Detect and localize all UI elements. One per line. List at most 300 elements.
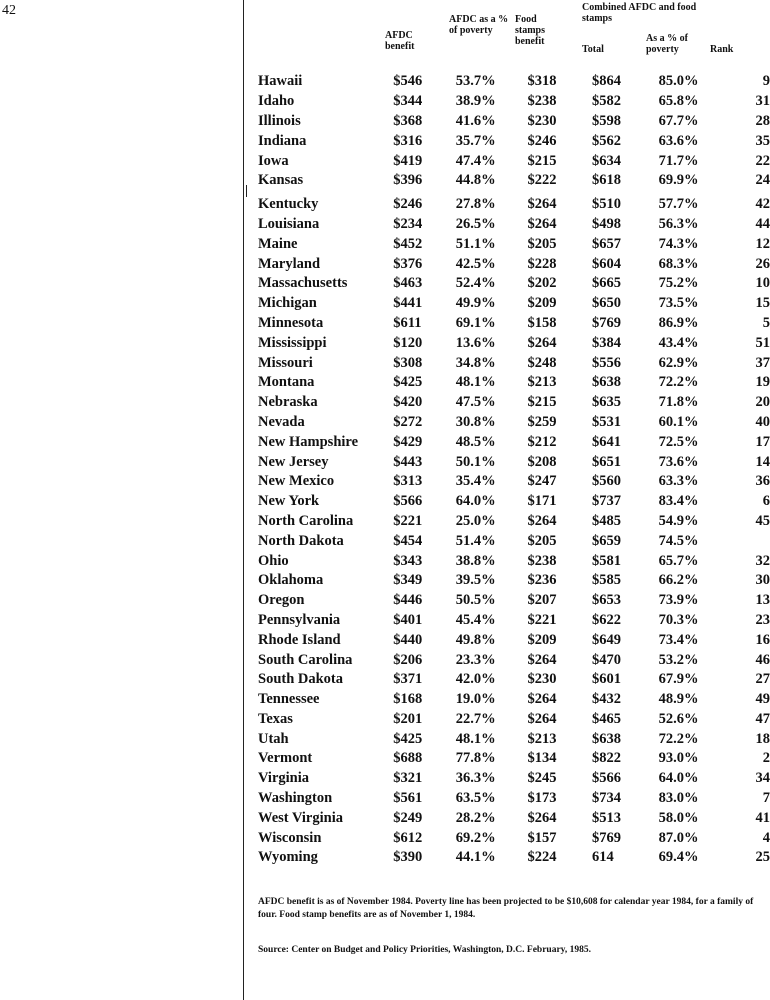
table-row — [258, 333, 770, 353]
combined-pct-poverty-cell: 54.9% — [658, 512, 699, 529]
combined-pct-poverty-cell: 87.0% — [658, 829, 699, 846]
afdc-benefit-cell: $440 — [393, 631, 423, 648]
rank-cell: 34 — [755, 770, 770, 787]
state-cell: Virginia — [258, 770, 310, 787]
afdc-benefit-cell: $206 — [393, 651, 423, 668]
table-row — [258, 151, 770, 171]
table-row — [258, 373, 770, 393]
afdc-pct-poverty-cell: 47.5% — [455, 394, 496, 411]
rank-cell: 47 — [755, 710, 770, 727]
rank-cell: 2 — [762, 750, 770, 767]
afdc-benefit-cell: $249 — [393, 809, 423, 826]
food-stamps-cell: $157 — [527, 829, 557, 846]
state-cell: New Jersey — [258, 453, 329, 470]
state-cell: Hawaii — [258, 73, 303, 90]
afdc-pct-poverty-cell: 26.5% — [455, 215, 496, 232]
afdc-benefit-cell: $308 — [393, 354, 423, 371]
afdc-pct-poverty-cell: 23.3% — [455, 651, 496, 668]
afdc-pct-poverty-cell: 35.7% — [455, 132, 496, 149]
combined-pct-poverty-cell: 62.9% — [658, 354, 699, 371]
state-cell: Maryland — [258, 255, 321, 272]
food-stamps-cell: $230 — [527, 112, 557, 129]
combined-total-cell: $485 — [592, 512, 622, 529]
combined-pct-poverty-cell: 63.6% — [658, 132, 699, 149]
table-row — [258, 112, 770, 132]
state-cell: Missouri — [258, 354, 313, 371]
food-stamps-cell: $202 — [527, 275, 557, 292]
table-row — [258, 828, 770, 848]
combined-total-cell: $769 — [592, 314, 622, 331]
table-row — [258, 413, 770, 433]
food-stamps-cell: $246 — [527, 132, 557, 149]
state-cell: Wyoming — [258, 849, 318, 866]
table-row — [258, 710, 770, 730]
afdc-benefit-cell: $376 — [393, 255, 423, 272]
state-cell: South Dakota — [258, 671, 344, 688]
afdc-benefit-cell: $425 — [393, 730, 423, 747]
combined-total-cell: $638 — [592, 730, 622, 747]
afdc-pct-poverty-cell: 25.0% — [455, 512, 496, 529]
food-stamps-cell: $230 — [527, 671, 557, 688]
combined-total-cell: $659 — [592, 532, 622, 549]
state-cell: Michigan — [258, 295, 317, 312]
food-stamps-cell: $224 — [527, 849, 557, 866]
food-stamps-cell: $264 — [527, 215, 557, 232]
header-rank: Rank — [710, 44, 734, 55]
afdc-pct-poverty-cell: 48.1% — [455, 374, 496, 391]
table-row — [258, 492, 770, 512]
combined-total-cell: $585 — [592, 572, 622, 589]
state-cell: Oklahoma — [258, 572, 324, 589]
afdc-pct-poverty-cell: 19.0% — [455, 691, 496, 708]
afdc-benefit-cell: $425 — [393, 374, 423, 391]
table-row — [258, 171, 770, 191]
combined-total-cell: $634 — [592, 152, 622, 169]
afdc-pct-poverty-cell: 64.0% — [455, 493, 496, 510]
state-cell: Oregon — [258, 592, 305, 609]
combined-total-cell: $513 — [592, 809, 622, 826]
state-cell: Louisiana — [258, 215, 320, 232]
combined-pct-poverty-cell: 58.0% — [658, 809, 699, 826]
combined-pct-poverty-cell: 72.2% — [658, 730, 699, 747]
afdc-pct-poverty-cell: 42.0% — [455, 671, 496, 688]
afdc-pct-poverty-cell: 51.1% — [455, 235, 496, 252]
rank-cell: 18 — [755, 730, 770, 747]
combined-total-cell: $470 — [592, 651, 622, 668]
afdc-pct-poverty-cell: 38.9% — [455, 93, 496, 110]
rank-cell: 51 — [755, 334, 770, 351]
state-cell: Idaho — [258, 93, 295, 110]
combined-pct-poverty-cell: 74.5% — [658, 532, 699, 549]
rank-cell: 31 — [755, 93, 770, 110]
combined-total-cell: $635 — [592, 394, 622, 411]
afdc-pct-poverty-cell: 52.4% — [455, 275, 496, 292]
header-afdc-benefit: AFDC benefit — [385, 30, 415, 52]
state-cell: South Carolina — [258, 651, 353, 668]
table-row — [258, 749, 770, 769]
state-cell: Ohio — [258, 552, 289, 569]
rank-cell: 46 — [755, 651, 770, 668]
afdc-benefit-cell: $446 — [393, 592, 423, 609]
combined-total-cell: $531 — [592, 413, 622, 430]
food-stamps-cell: $212 — [527, 433, 557, 450]
food-stamps-cell: $259 — [527, 413, 557, 430]
combined-pct-poverty-cell: 73.4% — [658, 631, 699, 648]
rank-cell: 25 — [755, 849, 770, 866]
footnote: AFDC benefit is as of November 1984. Poverty line has been projected to be $10,608 for calendar year 1984, for a family of four. Food stamp benefits are as of November 1, 1984. — [258, 897, 754, 920]
combined-total-cell: $566 — [592, 770, 622, 787]
afdc-benefit-cell: $368 — [393, 112, 423, 129]
rank-cell: 9 — [762, 73, 770, 90]
food-stamps-cell: $209 — [527, 631, 557, 648]
rank-cell: 20 — [755, 394, 770, 411]
combined-pct-poverty-cell: 65.7% — [658, 552, 699, 569]
afdc-pct-poverty-cell: 34.8% — [455, 354, 496, 371]
rank-cell: 41 — [755, 809, 770, 826]
afdc-pct-poverty-cell: 42.5% — [455, 255, 496, 272]
state-cell: Indiana — [258, 132, 307, 149]
afdc-pct-poverty-cell: 47.4% — [455, 152, 496, 169]
state-cell: North Dakota — [258, 532, 344, 549]
state-cell: Wisconsin — [258, 829, 322, 846]
afdc-benefit-cell: $316 — [393, 132, 423, 149]
food-stamps-cell: $264 — [527, 512, 557, 529]
table-row — [258, 393, 770, 413]
header-combined-group: Combined AFDC and food stamps — [582, 2, 697, 24]
afdc-pct-poverty-cell: 49.8% — [455, 631, 496, 648]
margin-rule — [243, 0, 244, 1000]
combined-pct-poverty-cell: 70.3% — [658, 611, 699, 628]
rank-cell: 6 — [762, 493, 770, 510]
combined-total-cell: $651 — [592, 453, 622, 470]
food-stamps-cell: $264 — [527, 691, 557, 708]
table-row — [258, 353, 770, 373]
combined-total-cell: $650 — [592, 295, 622, 312]
state-cell: Kentucky — [258, 196, 319, 213]
combined-total-cell: $641 — [592, 433, 622, 450]
afdc-benefit-cell: $401 — [393, 611, 423, 628]
rank-cell: 42 — [755, 196, 770, 213]
state-cell: Nevada — [258, 413, 305, 430]
state-cell: North Carolina — [258, 512, 354, 529]
source-note: Source: Center on Budget and Policy Priorities, Washington, D.C. February, 1985. — [258, 945, 592, 955]
state-cell: Maine — [258, 235, 298, 252]
table-row — [258, 92, 770, 112]
combined-pct-poverty-cell: 83.4% — [658, 493, 699, 510]
afdc-pct-poverty-cell: 27.8% — [455, 196, 496, 213]
rank-cell: 7 — [762, 790, 770, 807]
afdc-benefit-cell: $272 — [393, 413, 423, 430]
combined-total-cell: $465 — [592, 710, 622, 727]
state-cell: Iowa — [258, 152, 289, 169]
afdc-benefit-cell: $452 — [393, 235, 423, 252]
state-cell: New Mexico — [258, 473, 335, 490]
afdc-pct-poverty-cell: 13.6% — [455, 334, 496, 351]
combined-pct-poverty-cell: 73.9% — [658, 592, 699, 609]
afdc-pct-poverty-cell: 22.7% — [455, 710, 496, 727]
afdc-pct-poverty-cell: 39.5% — [455, 572, 496, 589]
food-stamps-cell: $215 — [527, 394, 557, 411]
table-row — [258, 72, 770, 92]
rank-cell: 12 — [755, 235, 770, 252]
combined-pct-poverty-cell: 69.9% — [658, 172, 699, 189]
state-cell: Illinois — [258, 112, 301, 129]
rank-cell: 10 — [755, 275, 770, 292]
combined-pct-poverty-cell: 60.1% — [658, 413, 699, 430]
combined-pct-poverty-cell: 52.6% — [658, 710, 699, 727]
combined-total-cell: $498 — [592, 215, 622, 232]
header-combined-pct-poverty: As a % of poverty — [646, 33, 688, 55]
afdc-benefit-cell: $688 — [393, 750, 423, 767]
rank-cell: 5 — [762, 314, 770, 331]
header-total: Total — [582, 44, 604, 55]
afdc-pct-poverty-cell: 63.5% — [455, 790, 496, 807]
state-cell: Minnesota — [258, 314, 324, 331]
table-row — [258, 512, 770, 532]
combined-pct-poverty-cell: 69.4% — [658, 849, 699, 866]
combined-total-cell: $822 — [592, 750, 622, 767]
table-row — [258, 670, 770, 690]
food-stamps-cell: $264 — [527, 651, 557, 668]
food-stamps-cell: $264 — [527, 196, 557, 213]
table-row — [258, 690, 770, 710]
afdc-pct-poverty-cell: 50.1% — [455, 453, 496, 470]
combined-total-cell: $562 — [592, 132, 622, 149]
combined-pct-poverty-cell: 53.2% — [658, 651, 699, 668]
table-row — [258, 591, 770, 611]
afdc-benefit-cell: $201 — [393, 710, 423, 727]
afdc-benefit-cell: $463 — [393, 275, 423, 292]
combined-pct-poverty-cell: 64.0% — [658, 770, 699, 787]
combined-pct-poverty-cell: 65.8% — [658, 93, 699, 110]
combined-total-cell: $638 — [592, 374, 622, 391]
rank-cell: 27 — [755, 671, 770, 688]
table-row — [258, 215, 770, 235]
table-row — [258, 551, 770, 571]
food-stamps-cell: $221 — [527, 611, 557, 628]
afdc-benefit-cell: $454 — [393, 532, 423, 549]
food-stamps-cell: $158 — [527, 314, 557, 331]
afdc-pct-poverty-cell: 45.4% — [455, 611, 496, 628]
combined-pct-poverty-cell: 67.7% — [658, 112, 699, 129]
combined-pct-poverty-cell: 71.8% — [658, 394, 699, 411]
afdc-pct-poverty-cell: 38.8% — [455, 552, 496, 569]
food-stamps-cell: $213 — [527, 374, 557, 391]
afdc-pct-poverty-cell: 41.6% — [455, 112, 496, 129]
table-row — [258, 571, 770, 591]
rank-cell: 19 — [755, 374, 770, 391]
state-cell: Utah — [258, 730, 289, 747]
afdc-benefit-cell: $419 — [393, 152, 423, 169]
afdc-benefit-cell: $120 — [393, 334, 423, 351]
combined-total-cell: $618 — [592, 172, 622, 189]
combined-pct-poverty-cell: 73.6% — [658, 453, 699, 470]
combined-pct-poverty-cell: 72.5% — [658, 433, 699, 450]
rank-cell: 4 — [762, 829, 770, 846]
rank-cell: 45 — [755, 512, 770, 529]
afdc-benefit-cell: $349 — [393, 572, 423, 589]
rank-cell: 23 — [755, 611, 770, 628]
afdc-benefit-cell: $343 — [393, 552, 423, 569]
combined-pct-poverty-cell: 75.2% — [658, 275, 699, 292]
combined-pct-poverty-cell: 57.7% — [658, 196, 699, 213]
table-row — [258, 808, 770, 828]
rank-cell: 26 — [755, 255, 770, 272]
food-stamps-cell: $208 — [527, 453, 557, 470]
table-row — [258, 729, 770, 749]
combined-total-cell: $665 — [592, 275, 622, 292]
afdc-pct-poverty-cell: 28.2% — [455, 809, 496, 826]
table-row — [258, 131, 770, 151]
afdc-pct-poverty-cell: 30.8% — [455, 413, 496, 430]
combined-total-cell: $604 — [592, 255, 622, 272]
afdc-benefit-cell: $441 — [393, 295, 423, 312]
combined-pct-poverty-cell: 71.7% — [658, 152, 699, 169]
table-row — [258, 452, 770, 472]
combined-total-cell: $510 — [592, 196, 622, 213]
table-row — [258, 789, 770, 809]
table-row — [258, 611, 770, 631]
state-cell: Nebraska — [258, 394, 318, 411]
afdc-benefit-cell: $561 — [393, 790, 423, 807]
state-cell: Vermont — [258, 750, 313, 767]
food-stamps-cell: $264 — [527, 809, 557, 826]
combined-pct-poverty-cell: 48.9% — [658, 691, 699, 708]
combined-total-cell: $864 — [592, 73, 622, 90]
header-food-stamps-benefit: Food stamps benefit — [515, 14, 546, 47]
afdc-benefit-cell: $168 — [393, 691, 423, 708]
food-stamps-cell: $228 — [527, 255, 557, 272]
afdc-pct-poverty-cell: 69.2% — [455, 829, 496, 846]
afdc-benefit-cell: $396 — [393, 172, 423, 189]
rank-cell: 44 — [755, 215, 770, 232]
afdc-benefit-cell: $246 — [393, 196, 423, 213]
table-row — [258, 294, 770, 314]
afdc-pct-poverty-cell: 49.9% — [455, 295, 496, 312]
state-cell: Washington — [258, 790, 333, 807]
food-stamps-cell: $215 — [527, 152, 557, 169]
afdc-benefit-cell: $344 — [393, 93, 423, 110]
benefits-table — [258, 72, 770, 868]
rank-cell: 35 — [755, 132, 770, 149]
state-cell: Massachusetts — [258, 275, 348, 292]
combined-total-cell: $622 — [592, 611, 622, 628]
combined-pct-poverty-cell: 85.0% — [658, 73, 699, 90]
food-stamps-cell: $171 — [527, 493, 557, 510]
combined-pct-poverty-cell: 66.2% — [658, 572, 699, 589]
afdc-benefit-cell: $371 — [393, 671, 423, 688]
header-afdc-pct-poverty: AFDC as a % of poverty — [449, 14, 509, 36]
afdc-pct-poverty-cell: 51.4% — [455, 532, 496, 549]
combined-total-cell: $601 — [592, 671, 622, 688]
rank-cell: 17 — [755, 433, 770, 450]
afdc-pct-poverty-cell: 53.7% — [455, 73, 496, 90]
food-stamps-cell: $264 — [527, 334, 557, 351]
afdc-pct-poverty-cell: 44.8% — [455, 172, 496, 189]
food-stamps-cell: $134 — [527, 750, 557, 767]
rank-cell: 36 — [755, 473, 770, 490]
combined-total-cell: $556 — [592, 354, 622, 371]
afdc-benefit-cell: $612 — [393, 829, 423, 846]
rank-cell: 16 — [755, 631, 770, 648]
rank-cell: 15 — [755, 295, 770, 312]
afdc-pct-poverty-cell: 48.1% — [455, 730, 496, 747]
table-row — [258, 531, 770, 551]
food-stamps-cell: $205 — [527, 235, 557, 252]
afdc-benefit-cell: $234 — [393, 215, 423, 232]
rank-cell: 32 — [755, 552, 770, 569]
afdc-benefit-cell: $611 — [393, 314, 422, 331]
combined-pct-poverty-cell: 74.3% — [658, 235, 699, 252]
food-stamps-cell: $238 — [527, 552, 557, 569]
afdc-benefit-cell: $221 — [393, 512, 423, 529]
combined-pct-poverty-cell: 72.2% — [658, 374, 699, 391]
combined-total-cell: $649 — [592, 631, 622, 648]
food-stamps-cell: $238 — [527, 93, 557, 110]
state-cell: West Virginia — [258, 809, 343, 826]
afdc-benefit-cell: $566 — [393, 493, 423, 510]
combined-pct-poverty-cell: 86.9% — [658, 314, 699, 331]
rank-cell: 28 — [755, 112, 770, 129]
combined-pct-poverty-cell: 43.4% — [658, 334, 699, 351]
table-row — [258, 432, 770, 452]
table-row — [258, 274, 770, 294]
state-cell: Tennessee — [258, 691, 320, 708]
food-stamps-cell: $245 — [527, 770, 557, 787]
state-cell: Rhode Island — [258, 631, 341, 648]
rank-cell: 37 — [755, 354, 770, 371]
state-cell: Mississippi — [258, 334, 327, 351]
afdc-pct-poverty-cell: 69.1% — [455, 314, 496, 331]
table-row — [258, 234, 770, 254]
rank-cell: 14 — [755, 453, 770, 470]
afdc-benefit-cell: $321 — [393, 770, 423, 787]
state-cell: Pennsylvania — [258, 611, 341, 628]
combined-total-cell: $737 — [592, 493, 622, 510]
combined-total-cell: $769 — [592, 829, 622, 846]
state-cell: Montana — [258, 374, 315, 391]
afdc-benefit-cell: $546 — [393, 73, 423, 90]
combined-total-cell: $560 — [592, 473, 622, 490]
state-cell: New Hampshire — [258, 433, 359, 450]
table-row — [258, 472, 770, 492]
rank-cell: 40 — [755, 413, 770, 430]
table-row — [258, 314, 770, 334]
afdc-pct-poverty-cell: 44.1% — [455, 849, 496, 866]
food-stamps-cell: $209 — [527, 295, 557, 312]
combined-total-cell: $432 — [592, 691, 622, 708]
rank-cell: 24 — [755, 172, 770, 189]
combined-total-cell: $734 — [592, 790, 622, 807]
margin-tick — [246, 185, 247, 197]
table-row — [258, 191, 770, 215]
afdc-benefit-cell: $443 — [393, 453, 423, 470]
combined-pct-poverty-cell: 83.0% — [658, 790, 699, 807]
food-stamps-cell: $248 — [527, 354, 557, 371]
combined-total-cell: $653 — [592, 592, 622, 609]
table-row — [258, 254, 770, 274]
food-stamps-cell: $205 — [527, 532, 557, 549]
page-number: 42 — [2, 3, 16, 18]
combined-total-cell: $581 — [592, 552, 622, 569]
table-row — [258, 769, 770, 789]
afdc-pct-poverty-cell: 48.5% — [455, 433, 496, 450]
combined-pct-poverty-cell: 63.3% — [658, 473, 699, 490]
combined-total-cell: $657 — [592, 235, 622, 252]
afdc-pct-poverty-cell: 36.3% — [455, 770, 496, 787]
rank-cell: 13 — [755, 592, 770, 609]
table-body — [258, 72, 770, 868]
